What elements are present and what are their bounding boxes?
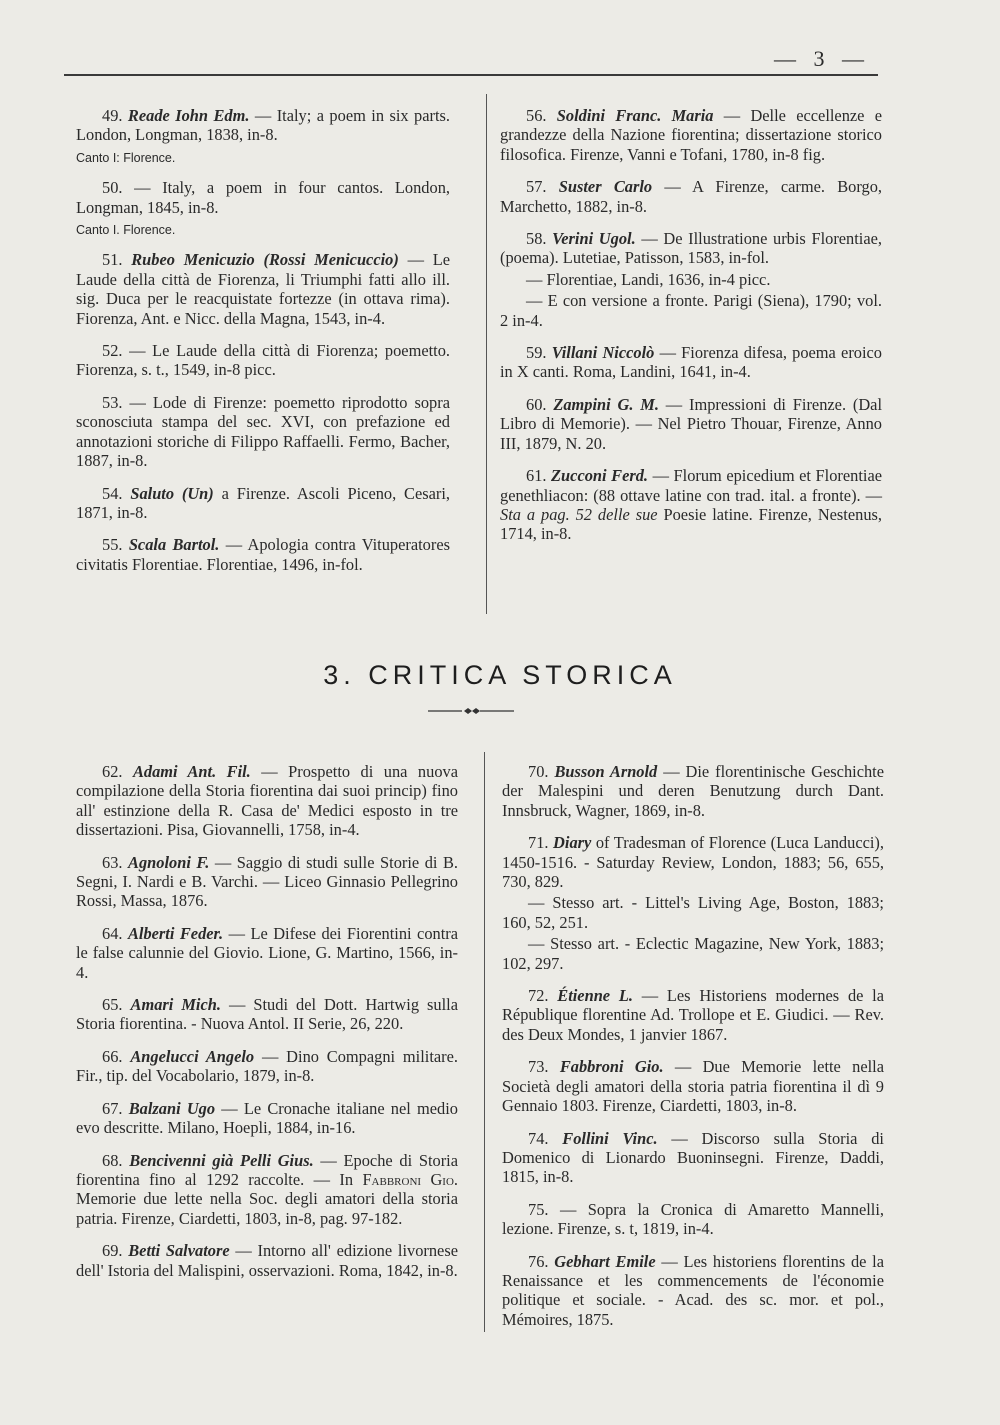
entry-author: Villani Niccolò: [551, 343, 655, 363]
bibliography-entry: [76, 106, 450, 145]
entry-text: 66.: [102, 1046, 131, 1066]
entry-text: 52. — Le Laude della città di Fiorenza; poemetto. Fiorenza, s. t., 1549, in-8 picc.: [76, 341, 450, 380]
top-rule: [64, 74, 878, 76]
entry-text: 63.: [102, 852, 129, 872]
entry-text: — Les Historiens modernes de la République florentine Ad. Trollope et E. Giudici. — Rev. des Deux Mondes, 1 janvier 1867.: [502, 986, 885, 1044]
entry-text: — Impressioni di Firenze. (Dal Libro di Memorie). — Nel Pietro Thouar, Firenze, Anno III, 1879, N. 20.: [500, 394, 883, 453]
entry-text: — Due Memorie lette nella Società degli amatori della storia patria fiorentina il dì 9 Gennaio 1803. Firenze, Ciardetti, 1803, in-8.: [502, 1057, 884, 1116]
entry-note: Canto I. Florence.: [76, 223, 176, 238]
entry-text: 72.: [528, 986, 558, 1006]
bibliography-entry: [502, 986, 884, 1044]
entry-text: 55.: [102, 535, 129, 555]
entry-text: 74.: [528, 1128, 563, 1148]
entry-text: — Saggio di studi sulle Storie di B. Segni, I. Nardi e B. Varchi. — Liceo Ginnasio Pellegrino Rossi, Massa, 1876.: [76, 852, 459, 911]
column-bottom-right: [502, 762, 884, 1342]
column-divider-bottom: [484, 752, 485, 1332]
entry-author: Zucconi Ferd.: [551, 466, 649, 486]
entry-text: a Firenze. Ascoli Piceno, Cesari, 1871, in-8.: [76, 483, 451, 522]
bibliography-entry: [76, 484, 450, 523]
bibliography-entry: [76, 1241, 458, 1280]
entry-author: Balzani Ugo: [128, 1098, 216, 1118]
entry-author: Verini Ugol.: [552, 229, 636, 249]
section-title: 3. CRITICA STORICA: [323, 660, 677, 690]
entry-text: — Stesso art. - Eclectic Magazine, New York, 1883; 102, 297.: [502, 934, 884, 973]
entry-text: 58.: [526, 229, 553, 249]
entry-text: — Fiorenza difesa, poema eroico in X canti. Roma, Landini, 1641, in-4.: [500, 343, 882, 382]
entry-author: Fabbroni Gio.: [559, 1057, 664, 1077]
entry-author: Scala Bartol.: [128, 535, 220, 555]
column-top-right: [500, 106, 882, 557]
entry-text: 53. — Lode di Firenze: poemetto riprodotto sopra sconosciuta stampa del sec. XVI, con prefazione ed annotazioni storiche di Filippo Raffaelli. Fermo, Bacher, 1887, in-8.: [76, 392, 450, 471]
entry-text: — E con versione a fronte. Parigi (Siena), 1790; vol. 2 in-4.: [500, 291, 882, 330]
entry-author: Zampini G. M.: [553, 394, 659, 414]
entry-author: Diary: [553, 833, 592, 853]
bibliography-entry: [76, 995, 458, 1034]
entry-note: Canto I: Florence.: [76, 150, 176, 165]
entry-text: 76.: [528, 1251, 555, 1271]
bibliography-entry: [502, 1057, 884, 1115]
bibliography-entry: [76, 250, 450, 328]
entry-author: Adami Ant. Fil.: [132, 762, 251, 781]
entry-text: — Apologia contra Vituperatores civitatis Florentiae. Florentiae, 1496, in-fol.: [76, 535, 450, 574]
entry-author: Reade Iohn Edm.: [127, 106, 250, 125]
bibliography-entry: [76, 762, 458, 840]
entry-text: — Delle eccellenze e grandezze della Nazione fiorentina; dissertazione storico filosofica. Firenze, Vanni e Tofani, 1780, in-8 fig.: [500, 106, 882, 164]
entry-text: — Florentiae, Landi, 1636, in-4 picc.: [526, 269, 771, 289]
bibliography-entry: [500, 229, 882, 268]
entry-text: 57.: [526, 177, 559, 197]
entry-text: 60.: [526, 394, 554, 414]
bibliography-entry: [76, 1099, 458, 1138]
bibliography-entry: [500, 343, 882, 382]
entry-text: Memorie due lette nella Soc. degli amatori della storia patria. Firenze, Ciardetti, 1803, in-8, pag. 97-182.: [76, 1189, 458, 1228]
entry-text: — A Firenze, carme. Borgo, Marchetto, 1882, in-8.: [500, 177, 883, 216]
entry-author: Amari Mich.: [130, 995, 221, 1015]
entry-text: 59.: [526, 343, 552, 363]
bibliography-entry: [76, 393, 450, 471]
entry-author: Follini Vinc.: [562, 1128, 658, 1148]
entry-text: — Le Laude della città de Fiorenza, li Triumphi fatti allo ill. sig. Duca per le reacquistate fortezze (in ottava rima). Fiorenza, Ant. e Nicc. della Magna, 1543, in-4.: [76, 250, 451, 328]
bibliography-entry: [500, 466, 882, 544]
bibliography-entry: [502, 762, 884, 820]
entry-author: Soldini Franc. Maria: [556, 106, 714, 125]
entry-author: Étienne L.: [557, 986, 633, 1006]
entry-author: Agnoloni F.: [128, 852, 210, 872]
bibliography-entry: [502, 934, 884, 973]
bibliography-entry: [76, 924, 458, 982]
entry-text: — Studi del Dott. Hartwig sulla Storia fiorentina. - Nuova Antol. II Serie, 26, 220.: [76, 995, 458, 1034]
entry-text: 62.: [102, 762, 133, 781]
bibliography-entry: [502, 1200, 884, 1239]
bibliography-entry: [500, 270, 882, 289]
bibliography-entry: [76, 1151, 458, 1229]
entry-text: — Italy; a poem in six parts. London, Longman, 1838, in-8.: [76, 106, 450, 145]
entry-text: 50. — Italy, a poem in four cantos. London, Longman, 1845, in-8.: [76, 178, 450, 217]
entry-text: — Les historiens florentins de la Renaissance et les commencements de l'économie politique et sociale. - Acad. des sc. mor. et pol., Mémoires, 1875.: [502, 1251, 884, 1329]
entry-author: Rubeo Menicuzio (Rossi Menicuccio): [131, 250, 399, 270]
entry-text: — De Illustratione urbis Florentiae, (poema). Lutetiae, Patisson, 1583, in-fol.: [500, 229, 882, 268]
entry-text: 49.: [102, 106, 128, 125]
entry-text: 54.: [102, 483, 131, 503]
bibliography-entry: [502, 833, 884, 891]
bibliography-entry: [502, 1129, 884, 1187]
column-top-left: [76, 106, 450, 587]
entry-author: Suster Carlo: [558, 177, 653, 197]
section-ornament: [428, 707, 514, 715]
entry-text: — Dino Compagni militare. Fir., tip. del Vocabolario, 1879, in-8.: [76, 1046, 458, 1086]
entry-text: — Prospetto di una nuova compilazione della Storia fiorentina dai suoi princip) fino all' estinzione della R. Casa de' Medici esposto in tre dissertazioni. Pisa, Giovannelli, 1758, in-4.: [76, 762, 458, 840]
bibliography-entry: [502, 1252, 884, 1330]
entry-text: — Die florentinische Geschichte der Malespini und deren Benutzung durch Dant. Innsbruck, Wagner, 1869, in-8.: [502, 762, 884, 820]
entry-text: 65.: [102, 995, 131, 1015]
entry-text: 73.: [528, 1057, 560, 1077]
entry-text: 71.: [528, 833, 554, 853]
column-divider-top: [486, 94, 487, 614]
bibliography-entry: [500, 177, 882, 216]
entry-text: — Stesso art. - Littel's Living Age, Boston, 1883; 160, 52, 251.: [502, 893, 884, 932]
bibliography-entry: [500, 106, 882, 164]
bibliography-entry: [76, 341, 450, 380]
entry-text: 69.: [102, 1241, 129, 1261]
entry-text: — Florum epicedium et Florentiae genethliacon: (88 ottave latine con trad. ital. a fronte). —: [500, 466, 882, 505]
entry-text: — Intorno all' edizione livornese dell' Istoria del Malispini, osservazioni. Roma, 1842, in-8.: [76, 1241, 458, 1280]
entry-author: Bencivenni già Pelli Gius.: [129, 1150, 314, 1170]
entry-text: 68.: [102, 1150, 130, 1170]
entry-author: Angelucci Angelo: [130, 1046, 255, 1066]
entry-smallcaps-text: Fabbroni Gio.: [362, 1169, 458, 1189]
entry-author: Gebhart Emile: [554, 1251, 656, 1271]
column-bottom-left: [76, 762, 458, 1293]
bibliography-entry: [502, 893, 884, 932]
entry-text: 51.: [102, 250, 132, 270]
bibliography-entry: [76, 1047, 458, 1086]
entry-author: Busson Arnold: [554, 762, 658, 781]
entry-italic-text: Sta a pag. 52 delle sue: [500, 504, 658, 524]
page-number: — 3 —: [774, 46, 870, 71]
bibliography-entry: [76, 535, 450, 574]
bibliography-entry: [500, 291, 882, 330]
entry-text: of Tradesman of Florence (Luca Landucci), 1450-1516. - Saturday Review, London, 1883; 56, 655, 730, 829.: [502, 833, 884, 892]
entry-text: — Epoche di Storia fiorentina fino al 1292 raccolte. — In: [76, 1150, 458, 1189]
entry-text: 64.: [102, 923, 128, 943]
entry-text: Poesie latine. Firenze, Nestenus, 1714, in-8.: [500, 504, 883, 544]
entry-text: 67.: [102, 1098, 129, 1118]
entry-text: 61.: [526, 466, 552, 486]
entry-text: — Le Cronache italiane nel medio evo descritte. Milano, Hoepli, 1884, in-16.: [76, 1098, 458, 1138]
bibliography-entry: [76, 853, 458, 911]
entry-text: 75. — Sopra la Cronica di Amaretto Mannelli, lezione. Firenze, s. t, 1819, in-4.: [502, 1199, 884, 1239]
entry-text: 70.: [528, 762, 555, 781]
entry-text: 56.: [526, 106, 557, 125]
entry-author: Alberti Feder.: [127, 923, 224, 943]
bibliography-entry: [76, 178, 450, 217]
entry-author: Saluto (Un): [130, 483, 214, 503]
entry-text: — Le Difese dei Fiorentini contra le false calunnie del Giovio. Lione, G. Martino, 1566, in-4.: [76, 923, 458, 982]
entry-author: Betti Salvatore: [128, 1241, 230, 1261]
bibliography-entry: [500, 395, 882, 453]
entry-text: — Discorso sulla Storia di Domenico di Lionardo Buoninsegni. Firenze, Daddi, 1815, in-8.: [502, 1128, 884, 1187]
